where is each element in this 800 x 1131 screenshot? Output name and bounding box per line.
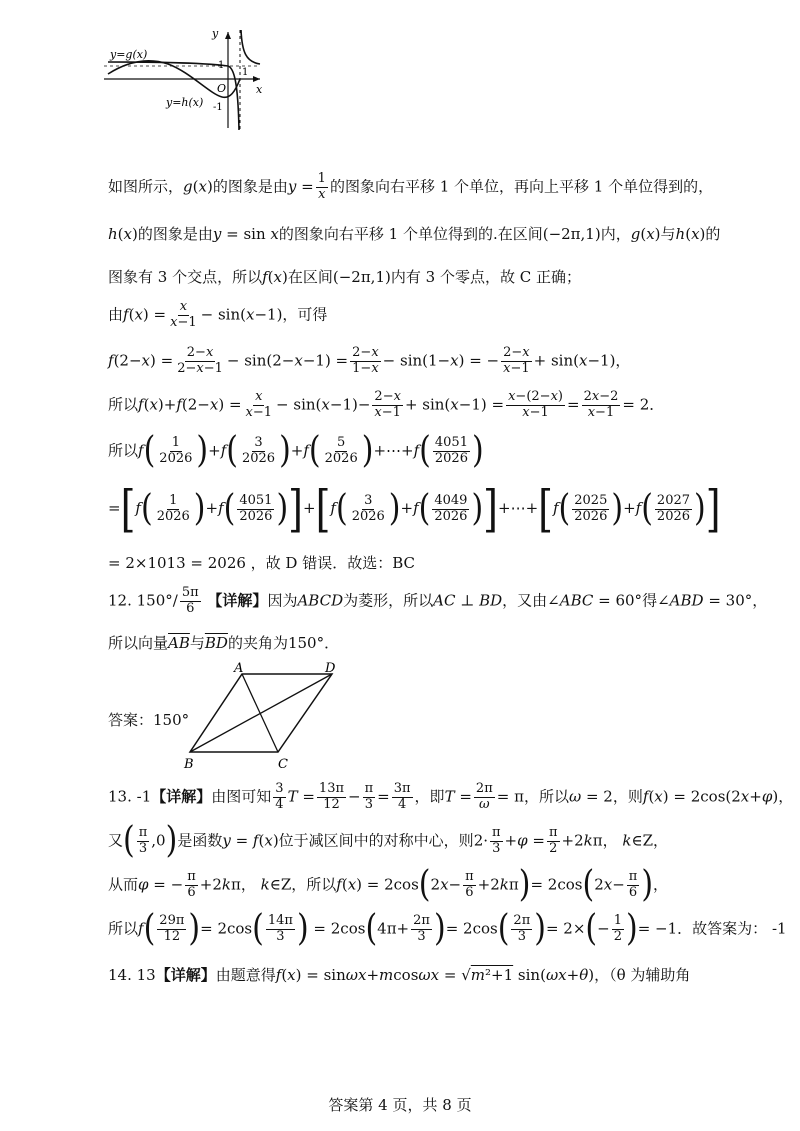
p11-line4: 由f(x) = $\frac{x}{x-1}$ − sin(x−1)，可得 (108, 299, 328, 330)
tick-1-y: 1 (218, 60, 225, 71)
label-g: y=g(x) (110, 48, 148, 61)
origin-label: O (217, 82, 227, 95)
rhombus-figure (180, 660, 350, 775)
p11-conclusion: = 2×1013 = 2026 ，故 D 错误．故选：BC (108, 554, 416, 572)
tick-1-x: 1 (242, 67, 249, 78)
label-h: y=h(x) (166, 96, 204, 109)
p11-line1: 如图所示，g(x)的图象是由y = $\frac{1}{x}$ 的图象向右平移 1 个单位，再向上平移 1 个单位得到的， (108, 171, 714, 202)
point-C: C (278, 757, 288, 772)
point-A: A (234, 661, 244, 676)
function-graph-g-h (100, 22, 280, 132)
p11-line3: 图象有 3 个交点，所以f(x)在区间(−2π,1)内有 3 个零点，故 C 正确； (108, 268, 581, 286)
p11-line7: 所以f( $\frac{1}{2026}$ )+f( $\frac{3}{2026}$ )+f( $\frac{5}{2026}$ )+⋯+f( $\frac{4051}{2026}$ ) (108, 429, 484, 472)
p13-line2: 又( $\frac{\pi}{3}$ ,0)是函数y = f(x)位于减区间中的对称中心，则2· $\frac{\pi}{3}$ +φ = $\frac{\pi}{2}$ +2kπ， k∈Z， (108, 819, 669, 862)
point-B: B (184, 757, 194, 772)
p12-answer: 答案：150° (108, 711, 190, 729)
p11-line8: =[f( $\frac{1}{2026}$ )+f( $\frac{4051}{2026}$ )]+[f( $\frac{3}{2026}$ )+f( $\frac{4049}{2026}$ )]+⋯+[f( $\frac{2025}{2026}$ )+f( $\frac{2027}{2026}$ )] (108, 480, 721, 538)
tick-minus1: -1 (213, 102, 223, 113)
p11-line5: f(2−x) = $\frac{2-x}{2-x-1}$ − sin(2−x−1) = $\frac{2-x}{1-x}$ − sin(1−x) = − $\frac{2-x}{x-1}$ + sin(x−1)， (108, 345, 631, 376)
p11-line6: 所以f(x)+f(2−x) = $\frac{x}{x-1}$ − sin(x−1)− $\frac{2-x}{x-1}$ + sin(x−1) = $\frac{x-(2-x)}{x-1}$ = $\frac{2x-2}{x-1}$ = 2． (108, 389, 665, 420)
p12-line2: 所以向量$\overline{AB}$与$\overline{BD}$的夹角为150°． (108, 634, 340, 652)
p13-line4: 所以f( $\frac{29\pi}{12}$ )= 2cos( $\frac{14\pi}{3}$ ) = 2cos(4π+ $\frac{2\pi}{3}$ )= 2cos( $\frac{2\pi}{3}$ )= 2×(− $\frac{1}{2}$ )= −1．故答案为： -1 (108, 907, 787, 950)
p13-line1: 13. -1【详解】由图可知 $\frac{3}{4}$ T = $\frac{13\pi}{12}$ − $\frac{\pi}{3}$ = $\frac{3\pi}{4}$ ，即T = $\frac{2\pi}{\omega}$ = π，所以ω = 2，则f(x) = 2cos(2x+φ)， (108, 781, 794, 812)
p12-line1: 12. 150°/ $\frac{5\pi}{6}$ 【详解】因为ABCD为菱形，所以AC ⊥ BD，又由∠ABC = 60°得∠ABD = 30°， (108, 585, 768, 616)
p11-line2: h(x)的图象是由y = sin x的图象向右平移 1 个单位得到的.在区间(−2π,1)内，g(x)与h(x)的 (108, 225, 721, 243)
axis-x-label: x (256, 83, 263, 96)
point-D: D (325, 661, 336, 676)
axis-y-label: y (212, 27, 219, 40)
page-footer: 答案第 4 页，共 8 页 (328, 1096, 472, 1114)
p14-line1: 14. 13【详解】由题意得f(x) = sinωx+mcosωx = √m²+1 sin(ωx+θ)，（θ 为辅助角 (108, 966, 691, 984)
p13-line3: 从而φ = − $\frac{\pi}{6}$ +2kπ， k∈Z，所以f(x) = 2cos(2x− $\frac{\pi}{6}$ +2kπ)= 2cos(2x− $\frac{\pi}{6}$ )， (108, 863, 669, 906)
